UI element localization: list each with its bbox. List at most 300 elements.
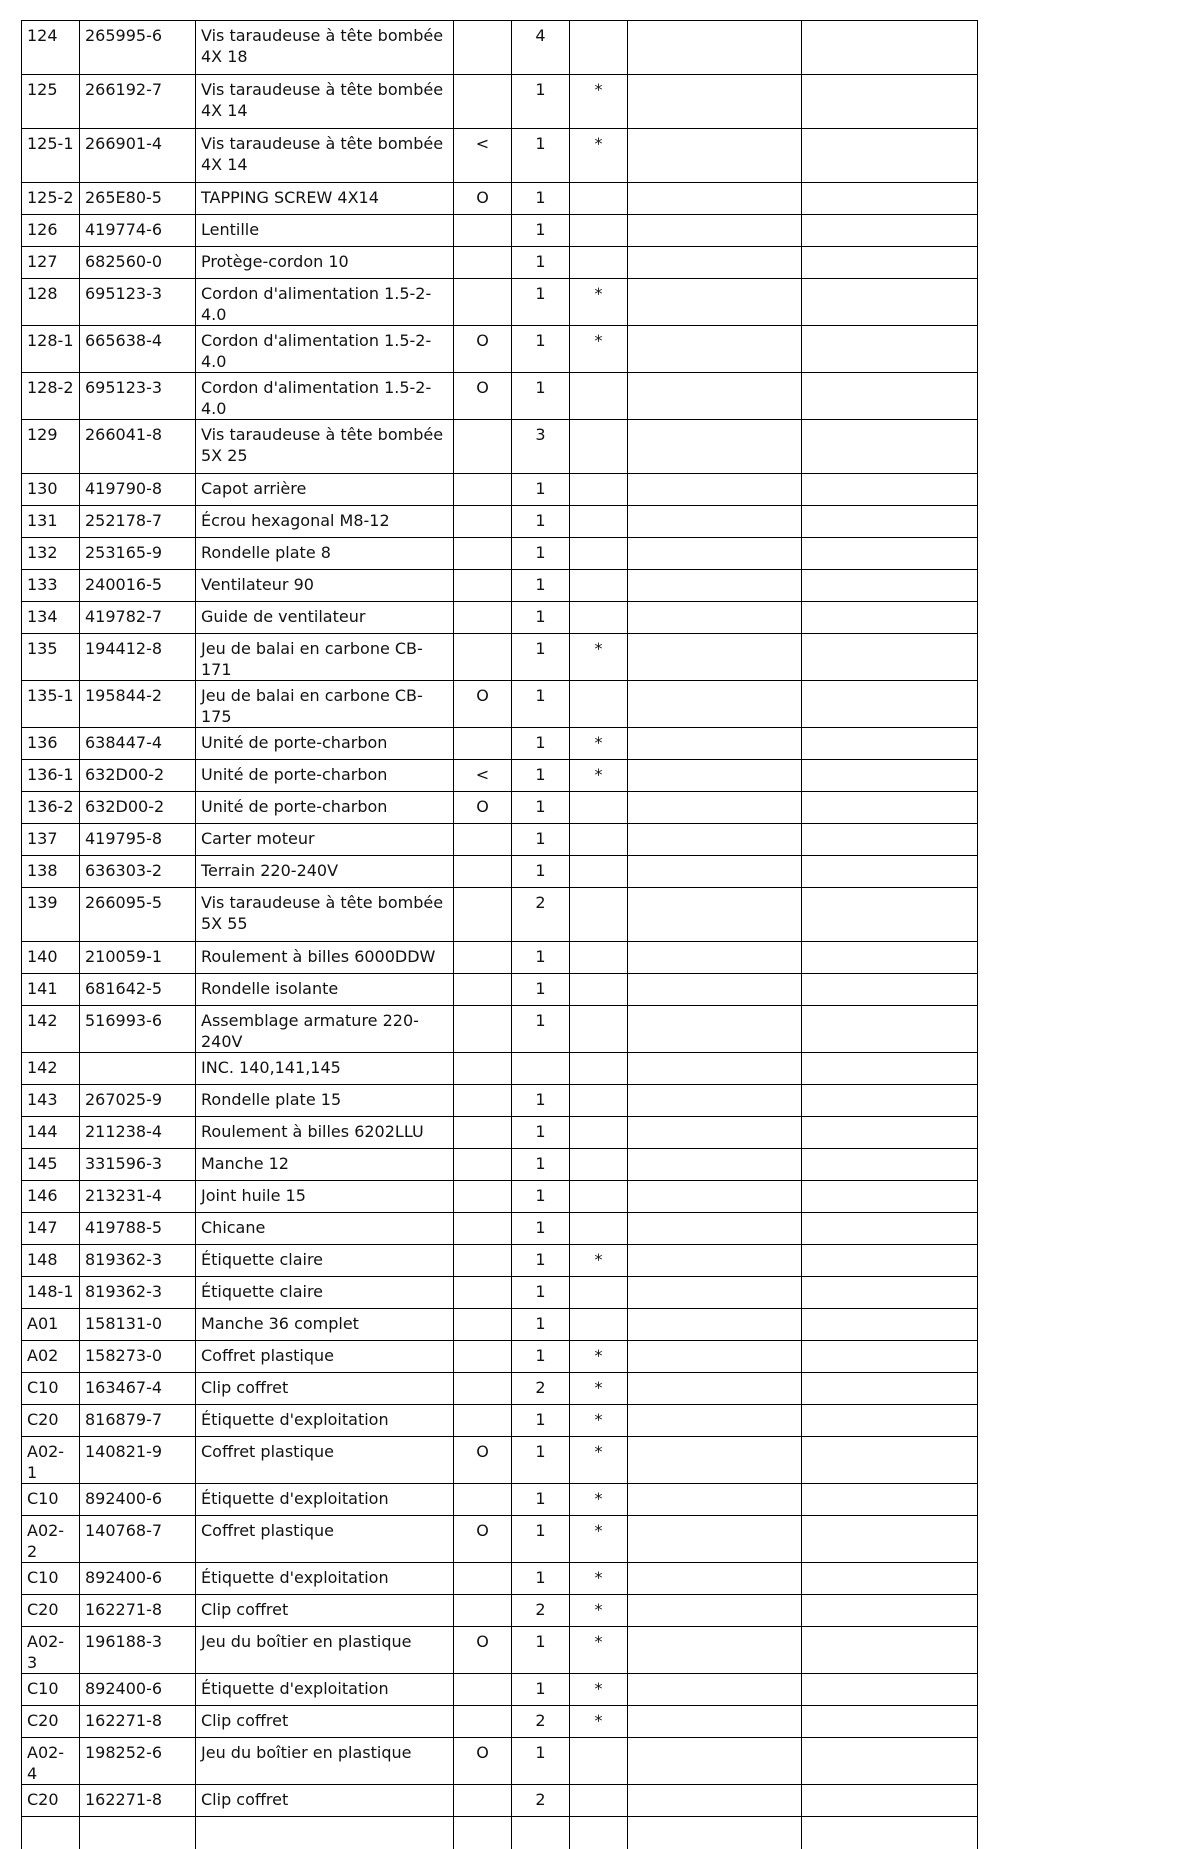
blank-cell [628,1053,802,1085]
part-number-cell: 213231-4 [80,1181,196,1213]
blank-cell [802,570,978,602]
part-number-cell: 162271-8 [80,1595,196,1627]
item-number-cell: 132 [22,538,80,570]
table-row [22,1006,978,1053]
blank-cell [802,974,978,1006]
table-row [22,1149,978,1181]
part-number-cell: 892400-6 [80,1563,196,1595]
option-mark-cell [454,1706,512,1738]
note-mark-cell [570,942,628,974]
part-number-cell: 695123-3 [80,373,196,420]
option-mark-cell [454,538,512,570]
note-mark-cell: * [570,129,628,183]
blank-cell [802,1516,978,1563]
table-row [22,1053,978,1085]
option-mark-cell [454,1373,512,1405]
blank-cell [802,373,978,420]
option-mark-cell [454,1341,512,1373]
quantity-cell: 1 [512,1181,570,1213]
blank-cell [802,1213,978,1245]
blank-cell [628,1117,802,1149]
item-number-cell: A02-1 [22,1437,80,1484]
blank-cell [802,75,978,129]
quantity-cell: 1 [512,760,570,792]
quantity-cell: 1 [512,1245,570,1277]
description-cell: Rondelle plate 8 [196,538,454,570]
item-number-cell: 125 [22,75,80,129]
item-number-cell: 126 [22,215,80,247]
table-row [22,1706,978,1738]
part-number-cell: 267025-9 [80,1085,196,1117]
option-mark-cell: O [454,183,512,215]
item-number-cell: 147 [22,1213,80,1245]
parts-table [21,20,978,1849]
option-mark-cell [454,942,512,974]
note-mark-cell [570,974,628,1006]
blank-cell [802,792,978,824]
item-number-cell: A02-2 [22,1516,80,1563]
description-cell: Vis taraudeuse à tête bombée 5X 25 [196,420,454,474]
blank-cell [628,570,802,602]
note-mark-cell [570,570,628,602]
description-cell: Capot arrière [196,474,454,506]
blank-cell [802,21,978,75]
blank-cell [512,1817,570,1849]
blank-cell [628,824,802,856]
quantity-cell: 1 [512,1405,570,1437]
item-number-cell: 124 [22,21,80,75]
blank-cell [802,1674,978,1706]
table-row [22,760,978,792]
blank-cell [628,183,802,215]
note-mark-cell: * [570,1245,628,1277]
part-number-cell: 681642-5 [80,974,196,1006]
description-cell: Clip coffret [196,1785,454,1817]
note-mark-cell: * [570,1563,628,1595]
item-number-cell: 135-1 [22,681,80,728]
blank-cell [802,183,978,215]
item-number-cell: 125-2 [22,183,80,215]
item-number-cell: 139 [22,888,80,942]
quantity-cell: 1 [512,824,570,856]
item-number-cell: 142 [22,1006,80,1053]
quantity-cell: 1 [512,570,570,602]
blank-cell [802,1405,978,1437]
blank-cell [802,1817,978,1849]
table-row [22,1373,978,1405]
description-cell: Guide de ventilateur [196,602,454,634]
note-mark-cell: * [570,1405,628,1437]
blank-cell [628,1181,802,1213]
quantity-cell: 2 [512,888,570,942]
note-mark-cell [570,506,628,538]
blank-cell [802,1373,978,1405]
blank-cell [628,974,802,1006]
part-number-cell: 158273-0 [80,1341,196,1373]
blank-cell [802,942,978,974]
quantity-cell: 1 [512,129,570,183]
blank-cell [802,1277,978,1309]
table-row [22,373,978,420]
blank-cell [628,1484,802,1516]
blank-cell [628,1149,802,1181]
note-mark-cell: * [570,634,628,681]
note-mark-cell [570,1738,628,1785]
blank-cell [802,1627,978,1674]
note-mark-cell [570,602,628,634]
note-mark-cell [570,247,628,279]
note-mark-cell [570,681,628,728]
blank-cell [802,326,978,373]
blank-cell [628,326,802,373]
blank-cell [628,474,802,506]
part-number-cell: 194412-8 [80,634,196,681]
quantity-cell: 2 [512,1785,570,1817]
description-cell: Vis taraudeuse à tête bombée 5X 55 [196,888,454,942]
option-mark-cell: O [454,373,512,420]
blank-cell [80,1817,196,1849]
option-mark-cell [454,602,512,634]
quantity-cell [512,1053,570,1085]
option-mark-cell: O [454,1437,512,1484]
item-number-cell: 138 [22,856,80,888]
quantity-cell: 1 [512,538,570,570]
table-row [22,1627,978,1674]
item-number-cell: 136 [22,728,80,760]
part-number-cell: 162271-8 [80,1785,196,1817]
blank-cell [628,634,802,681]
quantity-cell: 1 [512,602,570,634]
part-number-cell: 265E80-5 [80,183,196,215]
description-cell: TAPPING SCREW 4X14 [196,183,454,215]
option-mark-cell [454,247,512,279]
table-row [22,942,978,974]
description-cell: Étiquette claire [196,1245,454,1277]
note-mark-cell [570,888,628,942]
blank-cell [802,1785,978,1817]
blank-cell [628,1595,802,1627]
table-row [22,792,978,824]
table-row [22,420,978,474]
blank-cell [802,888,978,942]
item-number-cell: 130 [22,474,80,506]
item-number-cell: 142 [22,1053,80,1085]
table-row [22,1738,978,1785]
note-mark-cell: * [570,1595,628,1627]
blank-cell [628,1516,802,1563]
table-row [22,1674,978,1706]
item-number-cell: C20 [22,1405,80,1437]
part-number-cell: 819362-3 [80,1245,196,1277]
quantity-cell: 1 [512,1341,570,1373]
part-number-cell: 140768-7 [80,1516,196,1563]
blank-cell [628,1277,802,1309]
description-cell: Vis taraudeuse à tête bombée 4X 14 [196,75,454,129]
table-row [22,247,978,279]
part-number-cell: 240016-5 [80,570,196,602]
table-row [22,1437,978,1484]
quantity-cell: 1 [512,942,570,974]
option-mark-cell [454,1309,512,1341]
description-cell: Cordon d'alimentation 1.5-2-4.0 [196,279,454,326]
note-mark-cell: * [570,1437,628,1484]
blank-cell [802,1117,978,1149]
description-cell: Vis taraudeuse à tête bombée 4X 14 [196,129,454,183]
table-row [22,1117,978,1149]
blank-cell [802,129,978,183]
item-number-cell: 141 [22,974,80,1006]
table-row [22,1516,978,1563]
quantity-cell: 1 [512,728,570,760]
quantity-cell: 1 [512,856,570,888]
quantity-cell: 1 [512,1516,570,1563]
quantity-cell: 1 [512,974,570,1006]
note-mark-cell [570,1085,628,1117]
note-mark-cell: * [570,1341,628,1373]
table-row [22,1785,978,1817]
table-row [22,1245,978,1277]
part-number-cell: 196188-3 [80,1627,196,1674]
part-number-cell: 892400-6 [80,1484,196,1516]
blank-cell [628,602,802,634]
table-row [22,1085,978,1117]
quantity-cell: 1 [512,215,570,247]
blank-cell [196,1817,454,1849]
blank-cell [628,1627,802,1674]
note-mark-cell: * [570,1516,628,1563]
blank-cell [802,1341,978,1373]
blank-cell [628,1213,802,1245]
description-cell: Rondelle plate 15 [196,1085,454,1117]
option-mark-cell [454,570,512,602]
blank-cell [802,681,978,728]
option-mark-cell [454,974,512,1006]
part-number-cell: 892400-6 [80,1674,196,1706]
blank-cell [628,888,802,942]
blank-cell [802,1738,978,1785]
item-number-cell: 135 [22,634,80,681]
option-mark-cell [454,1245,512,1277]
part-number-cell: 253165-9 [80,538,196,570]
blank-cell [628,792,802,824]
blank-cell [628,75,802,129]
part-number-cell: 636303-2 [80,856,196,888]
description-cell: Terrain 220-240V [196,856,454,888]
part-number-cell: 210059-1 [80,942,196,974]
note-mark-cell [570,21,628,75]
note-mark-cell [570,1213,628,1245]
table-row [22,326,978,373]
blank-cell [802,279,978,326]
part-number-cell: 632D00-2 [80,760,196,792]
item-number-cell: C20 [22,1706,80,1738]
quantity-cell: 1 [512,506,570,538]
quantity-cell: 1 [512,279,570,326]
description-cell: Manche 36 complet [196,1309,454,1341]
quantity-cell: 1 [512,1484,570,1516]
blank-cell [802,215,978,247]
item-number-cell: C10 [22,1563,80,1595]
note-mark-cell: * [570,279,628,326]
item-number-cell: C20 [22,1785,80,1817]
description-cell: Chicane [196,1213,454,1245]
quantity-cell: 1 [512,1149,570,1181]
quantity-cell: 1 [512,1117,570,1149]
item-number-cell: A02 [22,1341,80,1373]
description-cell: Clip coffret [196,1373,454,1405]
description-cell: Étiquette d'exploitation [196,1563,454,1595]
quantity-cell: 2 [512,1595,570,1627]
item-number-cell: 128-1 [22,326,80,373]
blank-cell [628,247,802,279]
note-mark-cell [570,373,628,420]
quantity-cell: 1 [512,1563,570,1595]
blank-cell [570,1817,628,1849]
item-number-cell: 140 [22,942,80,974]
item-number-cell: 144 [22,1117,80,1149]
part-number-cell: 819362-3 [80,1277,196,1309]
table-row [22,1277,978,1309]
table-row [22,129,978,183]
blank-cell [802,1706,978,1738]
option-mark-cell [454,1277,512,1309]
item-number-cell: 145 [22,1149,80,1181]
option-mark-cell [454,1213,512,1245]
blank-cell [628,1405,802,1437]
option-mark-cell [454,888,512,942]
table-row [22,602,978,634]
quantity-cell: 1 [512,1437,570,1484]
note-mark-cell: * [570,1706,628,1738]
blank-cell [454,1817,512,1849]
description-cell: Jeu du boîtier en plastique [196,1627,454,1674]
quantity-cell: 1 [512,474,570,506]
blank-cell [628,1341,802,1373]
blank-cell [628,21,802,75]
option-mark-cell [454,824,512,856]
blank-cell [628,856,802,888]
blank-cell [802,602,978,634]
part-number-cell: 695123-3 [80,279,196,326]
description-cell: Clip coffret [196,1706,454,1738]
blank-cell [802,1484,978,1516]
table-row [22,1595,978,1627]
blank-cell [802,247,978,279]
description-cell: Coffret plastique [196,1437,454,1484]
item-number-cell: 127 [22,247,80,279]
table-row [22,474,978,506]
description-cell: Étiquette d'exploitation [196,1674,454,1706]
blank-cell [802,1309,978,1341]
blank-cell [802,1053,978,1085]
quantity-cell: 1 [512,183,570,215]
table-row [22,215,978,247]
blank-cell [628,1085,802,1117]
blank-cell [802,1181,978,1213]
option-mark-cell: O [454,1738,512,1785]
option-mark-cell [454,1181,512,1213]
quantity-cell: 1 [512,1309,570,1341]
blank-cell [628,1738,802,1785]
quantity-cell: 1 [512,373,570,420]
part-number-cell: 331596-3 [80,1149,196,1181]
quantity-cell: 1 [512,792,570,824]
description-cell: Ventilateur 90 [196,570,454,602]
blank-cell [802,856,978,888]
blank-cell [802,1595,978,1627]
note-mark-cell [570,1277,628,1309]
blank-cell [802,1563,978,1595]
part-number-cell: 516993-6 [80,1006,196,1053]
part-number-cell: 198252-6 [80,1738,196,1785]
part-number-cell: 163467-4 [80,1373,196,1405]
description-cell: Unité de porte-charbon [196,728,454,760]
description-cell: Vis taraudeuse à tête bombée 4X 18 [196,21,454,75]
part-number-cell: 266901-4 [80,129,196,183]
quantity-cell: 1 [512,1006,570,1053]
table-row-continuation [22,1817,978,1849]
note-mark-cell [570,215,628,247]
item-number-cell: 134 [22,602,80,634]
description-cell: Manche 12 [196,1149,454,1181]
quantity-cell: 1 [512,1738,570,1785]
note-mark-cell [570,183,628,215]
item-number-cell: A01 [22,1309,80,1341]
note-mark-cell: * [570,75,628,129]
note-mark-cell [570,420,628,474]
table-row [22,824,978,856]
description-cell: Coffret plastique [196,1516,454,1563]
item-number-cell: C10 [22,1484,80,1516]
blank-cell [802,728,978,760]
description-cell: Cordon d'alimentation 1.5-2-4.0 [196,373,454,420]
table-row [22,974,978,1006]
quantity-cell: 1 [512,247,570,279]
item-number-cell: 148 [22,1245,80,1277]
option-mark-cell [454,21,512,75]
item-number-cell: 146 [22,1181,80,1213]
table-row [22,1309,978,1341]
quantity-cell: 1 [512,1277,570,1309]
note-mark-cell [570,856,628,888]
part-number-cell [80,1053,196,1085]
parts-table-body [22,21,978,1849]
part-number-cell: 419782-7 [80,602,196,634]
option-mark-cell [454,420,512,474]
description-cell: Étiquette d'exploitation [196,1405,454,1437]
blank-cell [628,1563,802,1595]
note-mark-cell [570,538,628,570]
blank-cell [802,506,978,538]
item-number-cell: 133 [22,570,80,602]
blank-cell [802,538,978,570]
table-row [22,681,978,728]
blank-cell [802,824,978,856]
item-number-cell: 131 [22,506,80,538]
part-number-cell: 632D00-2 [80,792,196,824]
option-mark-cell: O [454,792,512,824]
note-mark-cell [570,1053,628,1085]
description-cell: Coffret plastique [196,1341,454,1373]
option-mark-cell [454,1405,512,1437]
part-number-cell: 195844-2 [80,681,196,728]
blank-cell [628,728,802,760]
quantity-cell: 2 [512,1706,570,1738]
item-number-cell: 148-1 [22,1277,80,1309]
part-number-cell: 682560-0 [80,247,196,279]
description-cell: Unité de porte-charbon [196,760,454,792]
part-number-cell: 266095-5 [80,888,196,942]
